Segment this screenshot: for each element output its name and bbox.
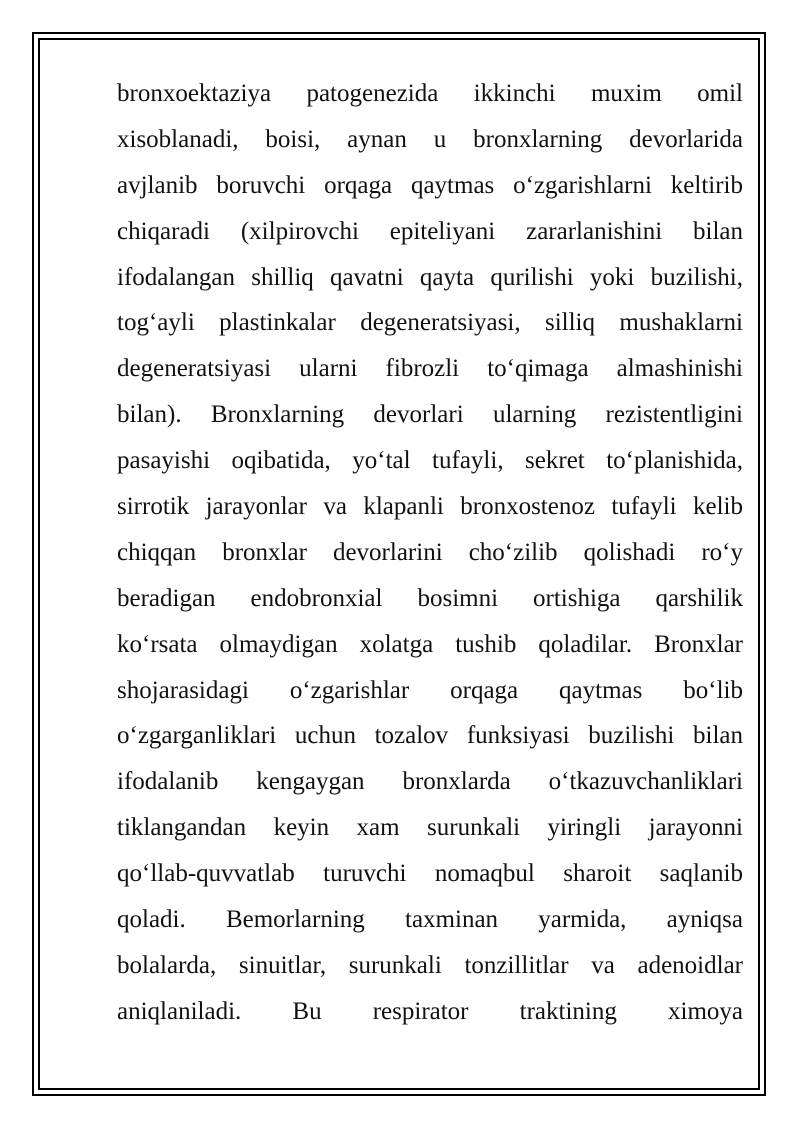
text-line: qoladi. Bemorlarning taxminan yarmida, ayniqsa xyxy=(117,906,743,934)
text-line: ifodalanib kengaygan bronxlarda o‘tkazuvchanliklari xyxy=(117,768,743,796)
text-line: ifodalangan shilliq qavatni qayta qurilishi yoki buzilishi, xyxy=(117,263,743,291)
text-line: avjlanib boruvchi orqaga qaytmas o‘zgarishlarni keltirib xyxy=(117,171,743,199)
text-line: qo‘llab-quvvatlab turuvchi nomaqbul sharoit saqlanib xyxy=(117,860,743,888)
text-line: bronxoektaziya patogenezida ikkinchi muxim omil xyxy=(117,80,743,107)
text-line: sirrotik jarayonlar va klapanli bronxostenoz tufayli kelib xyxy=(117,493,743,521)
text-line: ko‘rsata olmaydigan xolatga tushib qoladilar. Bronxlar xyxy=(117,630,743,658)
text-line: beradigan endobronxial bosimni ortishiga qarshilik xyxy=(117,584,743,612)
text-line: degeneratsiyasi ularni fibrozli to‘qimaga almashinishi xyxy=(117,355,743,383)
text-line: shojarasidagi o‘zgarishlar orqaga qaytmas bo‘lib xyxy=(117,676,743,704)
text-line: tiklangandan keyin xam surunkali yiringli jarayonni xyxy=(117,814,743,842)
body-text xyxy=(117,71,743,1035)
text-line: chiqaradi (xilpirovchi epiteliyani zararlanishini bilan xyxy=(117,217,743,245)
text-line: xisoblanadi, boisi, aynan u bronxlarning devorlarida xyxy=(117,125,743,153)
text-line: o‘zgarganliklari uchun tozalov funksiyasi buzilishi bilan xyxy=(117,722,743,750)
text-line: aniqlaniladi. Bu respirator traktining ximoya xyxy=(117,997,743,1025)
text-line: bilan). Bronxlarning devorlari ularning rezistentligini xyxy=(117,401,743,429)
text-line: pasayishi oqibatida, yo‘tal tufayli, sekret to‘planishida, xyxy=(117,447,743,475)
text-line: bolalarda, sinuitlar, surunkali tonzillitlar va adenoidlar xyxy=(117,951,743,979)
text-line: tog‘ayli plastinkalar degeneratsiyasi, silliq mushaklarni xyxy=(117,309,743,337)
text-line: chiqqan bronxlar devorlarini cho‘zilib qolishadi ro‘y xyxy=(117,538,743,566)
